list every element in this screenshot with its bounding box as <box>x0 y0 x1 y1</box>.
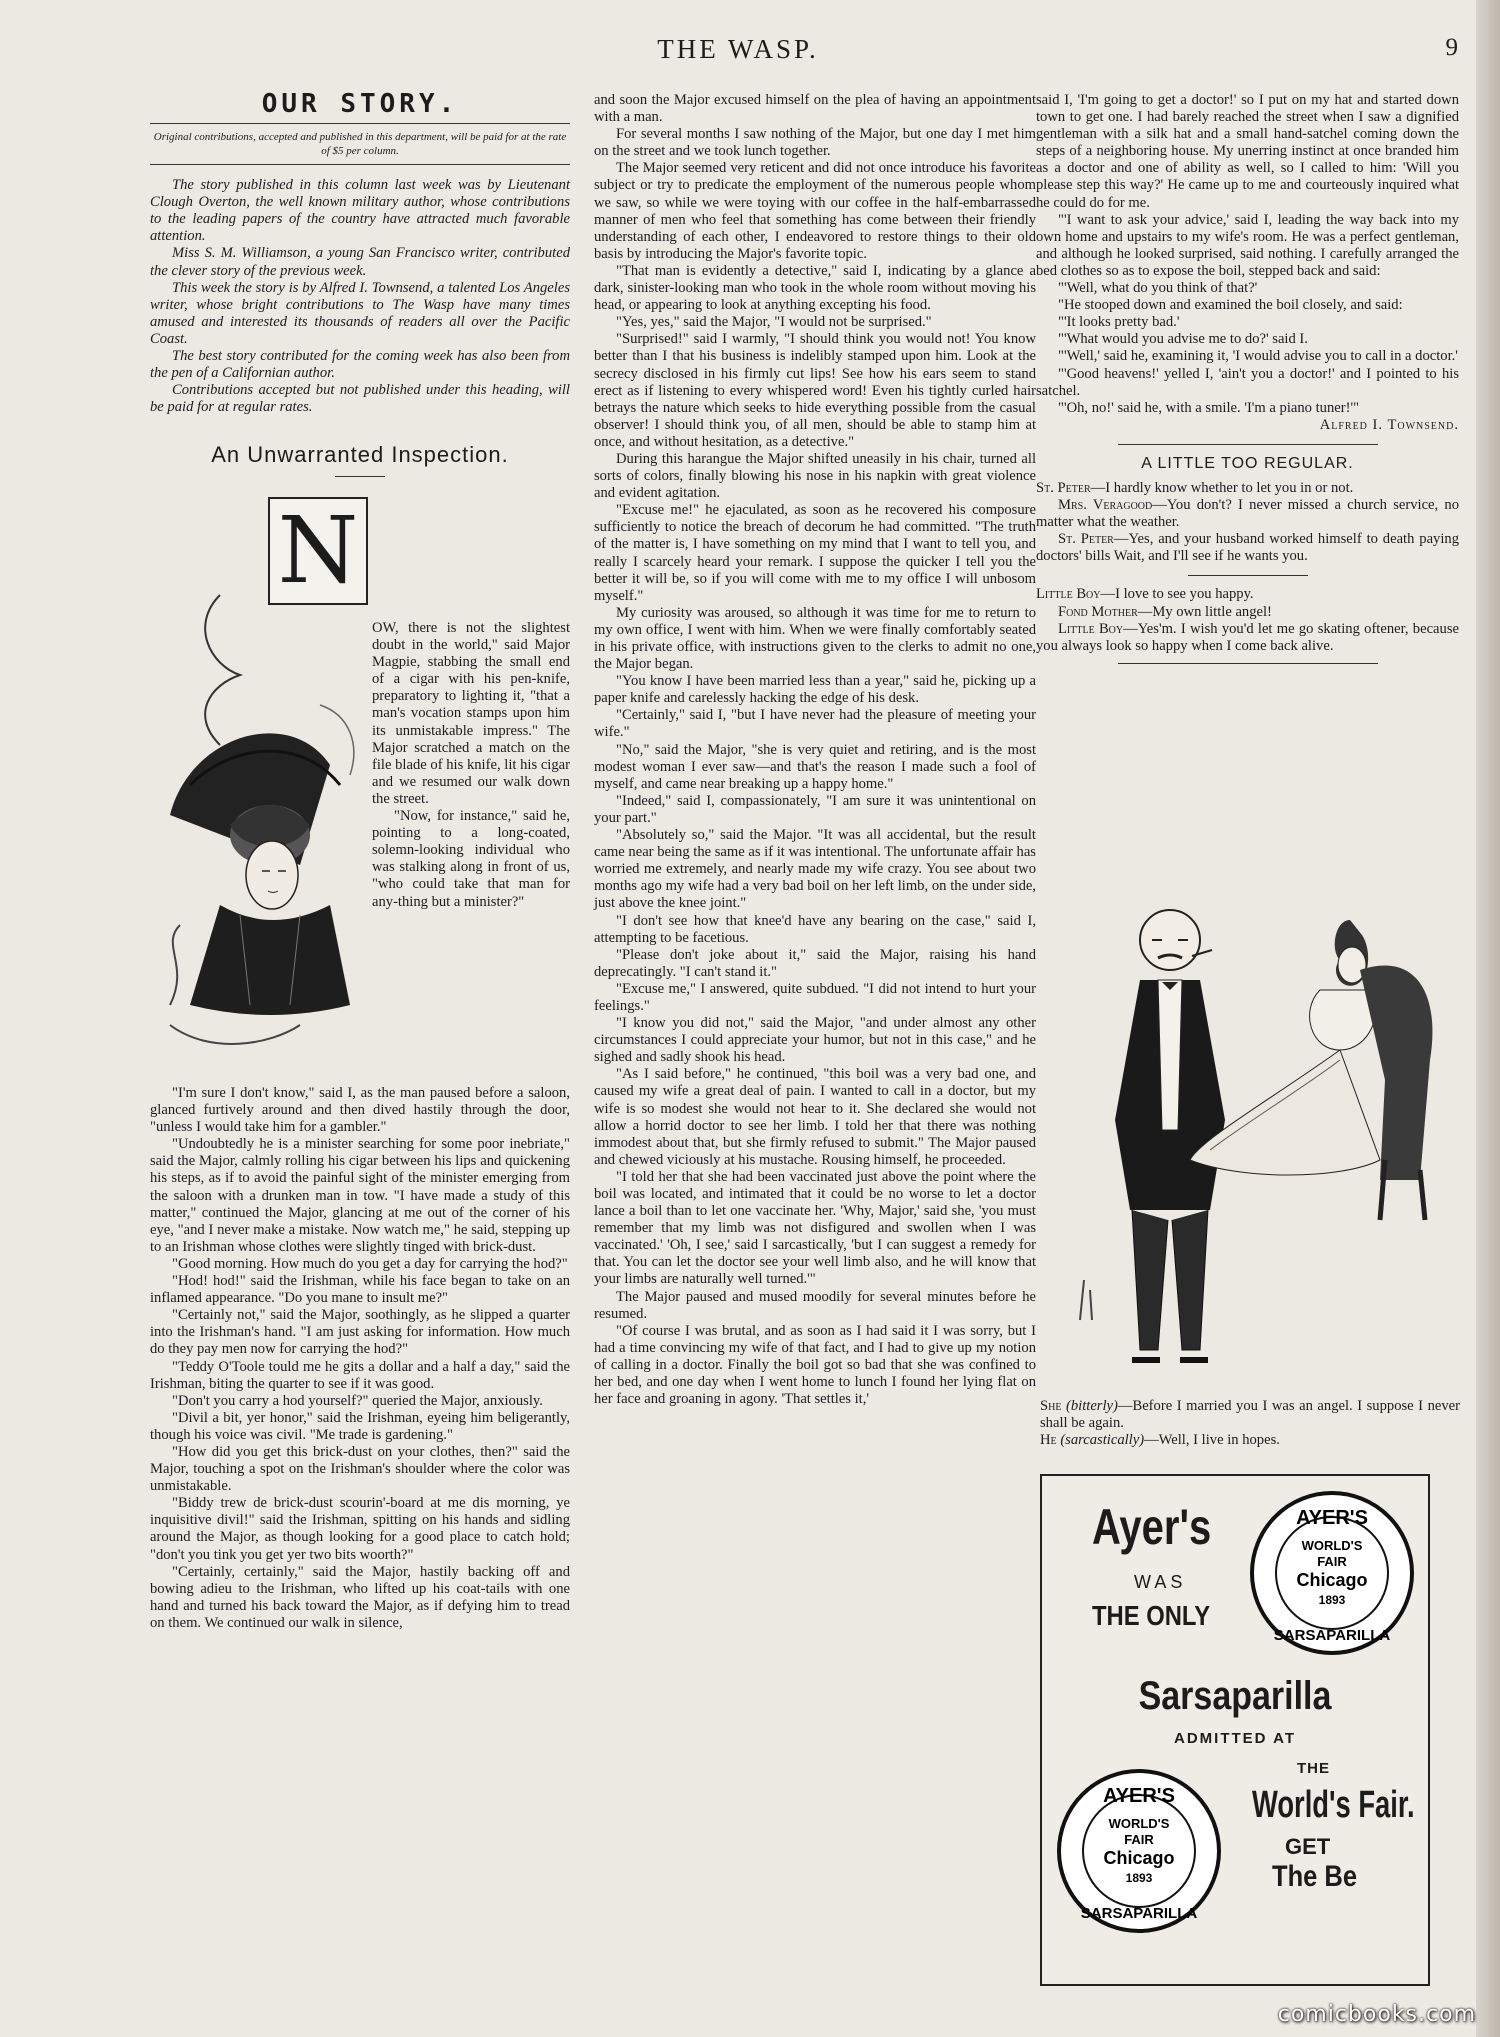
page-number: 9 <box>1445 34 1458 61</box>
story-paragraph: "How did you get this brick-dust on your clothes, then?" said the Major, touching a spot on the Irishman's shoulder where the color was unmistakable. <box>150 1443 570 1495</box>
story-paragraph: "'I want to ask your advice,' said I, leading the way back into my own home and upstairs to my wife's room. He was a perfect gentleman, and although he looked surprised, said nothing. I carefully arranged the bed clothes so as to expose the boil, stepped back and said: <box>1036 211 1459 279</box>
column-3 <box>1036 92 1459 672</box>
story-author: Alfred I. Townsend. <box>1319 416 1459 433</box>
intro-paragraph: Contributions accepted but not published under this heading, will be paid for at regular rates. <box>150 382 570 416</box>
our-story-heading: OUR STORY. <box>261 89 459 119</box>
story-paragraph: "Hod! hod!" said the Irishman, while his face began to take on an inflamed appearance. "Do you mane to insult me?" <box>150 1273 570 1307</box>
page-spine <box>1476 0 1500 2037</box>
story-paragraph: "Absolutely so," said the Major. "It was all accidental, but the result came near being the same as if it was intentional. The unfortunate affair has worried me extremely, and nearly made my wife crazy. You see about two months ago my wife had a very bad boil on her left limb, on the under side, just above the knee joint." <box>594 827 1036 912</box>
drop-cap: N <box>268 497 368 605</box>
woman-with-umbrella-illustration <box>150 585 370 1055</box>
story-paragraph: "He stooped down and examined the boil closely, and said: <box>1058 297 1403 314</box>
story-paragraph: "'It looks pretty bad.' <box>1058 314 1180 331</box>
story-paragraph: "Surprised!" said I warmly, "I should think you would not! You know better than I that his business is indelibly stamped upon him. Look at the secrecy disclosed in his firmly cut lips! See how his ears seem to stand erect as if listening to every whispered word! Even his tightly curled hair betrays the nature which seeks to hide everything possible from the casual observer! I should think you, of all men, should be able to stamp him at once, and without hesitation, as a detective." <box>594 331 1036 450</box>
seal-text: AYER'S <box>1103 1785 1175 1807</box>
publication-title: THE WASP. <box>657 34 819 64</box>
story-paragraph: "I'm sure I don't know," said I, as the man paused before a saloon, glanced furtively around and then dived hastily through the door, "unless I would take him for a gambler." <box>150 1085 570 1136</box>
ad-the-only: THE ONLY <box>1092 1600 1211 1631</box>
story-paragraph: "Certainly not," said the Major, soothingly, as he slipped a quarter into the Irishman's hand. "I am just asking for information. How much do they pay men now for carrying the hod?" <box>150 1307 570 1358</box>
speaker: Fond Mother <box>1058 603 1138 620</box>
seal-text: 1893 <box>1318 1593 1346 1607</box>
story-paragraph: "I know you did not," said the Major, "and under almost any other circumstances I could appreciate your humor, but not in this case," and he sighed and sadly shook his head. <box>594 1015 1036 1066</box>
speaker: St. Peter <box>1058 531 1114 548</box>
ad-worlds-fair: World's Fair. <box>1252 1784 1415 1826</box>
intro-paragraph: The story published in this column last week was by Lieutenant Clough Overton, the well known military author, whose contributions to the leading papers of the country have attracted much favorable attention. <box>150 177 570 245</box>
ad-get: GET <box>1285 1834 1331 1859</box>
seal-text: 1893 <box>1125 1871 1153 1885</box>
story-paragraph: "'Good heavens!' yelled I, 'ain't you a doctor!' and I pointed to his satchel. <box>1036 365 1459 399</box>
caption-text: —Before I married you I was an angel. I suppose I never shall be again. <box>1040 1398 1460 1432</box>
caption-manner: (sarcastically) <box>1060 1432 1145 1449</box>
dialogue: —I hardly know whether to let you in or not. <box>1090 479 1354 496</box>
story-paragraph: "Now, for instance," said he, pointing to a long-coated, solemn-looking individual who was stalking along in front of us, "who could take that man for any-thing but a minister?" <box>372 808 570 910</box>
story-paragraph: "Teddy O'Toole tould me he gits a dollar and a half a day," said the Irishman, biting the quarter to see if it was good. <box>150 1358 570 1392</box>
story-paragraph: OW, there is not the slightest doubt in the world," said Major Magpie, stabbing the small end of a cigar with his pen-knife, preparatory to lighting it, "that a man's vocation stamps upon him its unmistakable impress." The Major scratched a match on the file blade of his knife, lit his cigar and we resumed our walk down the street. <box>372 620 570 807</box>
story-paragraph: "Certainly," said I, "but I have never had the pleasure of meeting your wife." <box>594 707 1036 741</box>
caption-speaker: He <box>1040 1432 1057 1449</box>
ad-brand: Ayer's <box>1092 1499 1212 1555</box>
story-paragraph: The Major paused and mused moodily for several minutes before he resumed. <box>594 1288 1036 1322</box>
dialogue: —You don't? I never missed a church service, no matter what the weather. <box>1036 497 1460 531</box>
payment-note: Original contributions, accepted and published in this department, will be paid for at the rate of $5 per column. <box>153 131 567 158</box>
story-paragraph: "No," said the Major, "she is very quiet and retiring, and is the most modest woman I ever saw—and that's the reason I made such a fool of myself, and came near breaking up a happy home." <box>594 741 1036 792</box>
story-paragraph: "Please don't joke about it," said the Major, raising his hand deprecatingly. "I can't stand it." <box>594 946 1036 980</box>
story-paragraph: "'What would you advise me to do?' said I. <box>1058 331 1308 348</box>
intro-paragraph: This week the story is by Alfred I. Townsend, a talented Los Angeles writer, whose bright contributions to The Wasp have many times amused and interested its thousands of readers all over the Pacific Coast. <box>150 279 570 347</box>
story-paragraph: My curiosity was aroused, so although it was time for me to return to my own office, I went with him. When we were finally comfortably seated in his private office, with instructions given to the clerks to admit no one, the Major began. <box>594 604 1036 673</box>
site-watermark: comicbooks.com <box>1277 2002 1476 2027</box>
speaker: St. Peter <box>1036 479 1091 496</box>
story-paragraph: "'Well,' said he, examining it, 'I would advise you to call in a doctor.' <box>1058 348 1458 365</box>
seal-text: AYER'S <box>1296 1507 1368 1529</box>
rule <box>150 123 570 124</box>
story-paragraph: "Undoubtedly he is a minister searching for some poor inebriate," said the Major, calmly rolling his cigar between his lips and quickening his steps, as if to avoid the painful sight of the minister emerging from the saloon with a drunken man in tow. "I have made a study of this matter," continued the Major, glancing at me out of the corner of his eye, "and I never make a mistake. Now watch me," he said, stepping up to an Irishman whose clothes were slightly tinged with brick-dust. <box>150 1136 570 1255</box>
seal-text: SARSAPARILLA <box>1273 1627 1391 1644</box>
ad-product: Sarsaparilla <box>1138 1674 1332 1718</box>
worlds-fair-seal-icon <box>1054 1766 1224 1936</box>
story-paragraph: "Excuse me!" he ejaculated, as soon as he recovered his composure sufficiently to notice the breach of decorum he had committed. "The truth of the matter is, I have something on my mind that I want to tell you, and really I scarcely heard your remark. I suppose the quicker I tell you the better it will be, so if you will come with me to my office I will unbosom myself." <box>594 502 1036 604</box>
rule <box>1188 575 1308 576</box>
story-intro <box>150 177 570 416</box>
seal-text: SARSAPARILLA <box>1080 1905 1198 1922</box>
seal-text: FAIR <box>1124 1832 1154 1847</box>
dialogue: —I love to see you happy. <box>1100 586 1254 603</box>
story-paragraph: During this harangue the Major shifted uneasily in his chair, turned all sorts of colors, finally blowing his nose in his napkin with great violence and evident agitation. <box>594 450 1036 502</box>
story-paragraph: "I told her that she had been vaccinated just above the point where the boil was located, and intimated that it could be no worse to let a doctor lance a boil than to let one vaccinate her. 'Why, Major,' said she, 'you must remember that my limb was not disfigured and swollen when I was vaccinated.' 'Oh, I see,' said I sarcastically, 'but I can suggest a remedy for that. You can let the doctor see your well limb also, and he will know that your limbs are naturally well turned.'" <box>594 1168 1036 1288</box>
caption-text: —Well, I live in hopes. <box>1144 1432 1280 1449</box>
story-paragraph: "Excuse me," I answered, quite subdued. "I did not intend to hurt your feelings." <box>594 980 1036 1014</box>
seal-text: WORLD'S <box>1301 1538 1363 1553</box>
opening-flow <box>372 620 570 911</box>
intro-paragraph: The best story contributed for the coming week has also been from the pen of a Californian author. <box>150 348 570 382</box>
story-paragraph: said I, 'I'm going to get a doctor!' so I put on my hat and started down town to get one. I had barely reached the street when I saw a dignified gentleman with a silk hat and a small hand-satchel coming down the steps of a neighboring house. My unerring instinct at once branded him as a doctor and one of ability as well, so I called to him: 'Will you please step this way?' He came up to me and courteously inquired what he could do for me. <box>1036 92 1459 211</box>
story-paragraph: "You know I have been married less than a year," said he, picking up a paper knife and carelessly hacking the edge of his desk. <box>594 673 1036 707</box>
story-paragraph: "Don't you carry a hod yourself?" queried the Major, anxiously. <box>172 1392 543 1409</box>
story-paragraph: "I don't see how that knee'd have any bearing on the case," said I, attempting to be facetious. <box>594 912 1036 946</box>
story-paragraph: "Divil a bit, yer honor," said the Irishman, eyeing him beligerantly, though his voice was civil. "Me trade is gardening." <box>150 1409 570 1443</box>
story-paragraph: For several months I saw nothing of the Major, but one day I met him on the street and we took lunch together. <box>594 126 1036 160</box>
seal-text: Chicago <box>1103 1848 1175 1868</box>
story-paragraph: "Good morning. How much do you get a day for carrying the hod?" <box>172 1255 568 1272</box>
rule <box>1118 663 1378 664</box>
seal-text: WORLD'S <box>1108 1816 1170 1831</box>
story-paragraph: and soon the Major excused himself on the plea of having an appointment with a man. <box>594 92 1036 126</box>
worlds-fair-seal-icon <box>1247 1488 1417 1658</box>
intro-paragraph: Miss S. M. Williamson, a young San Francisco writer, contributed the clever story of the previous week. <box>150 245 570 279</box>
speaker: Mrs. Veragood <box>1058 497 1153 514</box>
column-2 <box>594 92 1036 1408</box>
caption-manner: (bitterly) <box>1066 1398 1118 1414</box>
rule <box>1118 444 1378 445</box>
seal-text: Chicago <box>1296 1570 1368 1590</box>
story-paragraph: "'Oh, no!' said he, with a smile. 'I'm a piano tuner!'" <box>1058 399 1360 416</box>
cartoon-caption <box>1040 1398 1460 1449</box>
dialogue: —Yes'm. I wish you'd let me go skating oftener, because you always look so happy when I come back alive. <box>1036 620 1459 654</box>
ad-admitted: ADMITTED AT <box>1174 1730 1296 1747</box>
story-paragraph: "Indeed," said I, compassionately, "I am sure it was unintentional on your part." <box>594 792 1036 826</box>
ad-the-be: The Be <box>1272 1860 1358 1893</box>
dialogue: —Yes, and your husband worked himself to death paying doctors' bills Wait, and I'll see if he wants you. <box>1036 531 1459 565</box>
ad-was: WAS <box>1134 1572 1187 1592</box>
ayers-sarsaparilla-ad <box>1040 1474 1430 1986</box>
seal-text: FAIR <box>1317 1554 1347 1569</box>
dialogue: —My own little angel! <box>1137 603 1272 620</box>
little-too-regular-heading: A LITTLE TOO REGULAR. <box>1141 454 1354 472</box>
couple-cartoon-illustration <box>1040 880 1463 1380</box>
story-paragraph: "Biddy trew de brick-dust scourin'-board at me dis morning, ye inquisitive divil!" said the Irishman, spitting on his hands and sidling around the Major, as though looking for a good place to catch hold; "don't you tink you get yer two bits woorth?" <box>150 1495 570 1563</box>
story-paragraph: "Certainly, certainly," said the Major, hastily backing off and bowing adieu to the Irishman, who lifted up his coat-tails with one hand and turned his back toward the Major, as if defying him to tread on them. We continued our walk in silence, <box>150 1563 570 1631</box>
story-paragraph: "Of course I was brutal, and as soon as I had said it I was sorry, but I had a time convincing my wife of that fact, and I had to give up my notion of calling in a doctor. Finally the boil got so bad that she was confined to her bed, and one day when I went home to lunch I found her lying flat on her face and groaning in agony. 'That settles it,' <box>594 1322 1036 1408</box>
rule <box>335 476 385 477</box>
story-title: An Unwarranted Inspection. <box>211 442 509 468</box>
caption-speaker: She <box>1040 1398 1062 1414</box>
rule <box>150 164 570 165</box>
column-1-continued <box>150 1085 570 1632</box>
story-paragraph: "'Well, what do you think of that?' <box>1058 280 1258 297</box>
ad-the: THE <box>1297 1760 1330 1777</box>
speaker: Little Boy <box>1058 620 1124 637</box>
story-paragraph: The Major seemed very reticent and did not once introduce his favorite subject or try to predicate the employment of the numerous people whom we saw, so while we were toying with our coffee in the half-embarrassed manner of men who feel that something has come between their friendly understanding of each other, I endeavored to restore things to their old basis by introducing the Major's favorite topic. <box>594 160 1036 262</box>
story-paragraph: "Yes, yes," said the Major, "I would not be surprised." <box>616 314 932 331</box>
story-paragraph: "That man is evidently a detective," said I, indicating by a glance a dark, sinister-looking man who took in the whole room without moving his head, or appearing to look at anything excepting his food. <box>594 262 1036 314</box>
speaker: Little Boy <box>1036 586 1101 603</box>
story-paragraph: "As I said before," he continued, "this boil was a very bad one, and caused my wife a great deal of pain. I wanted to call in a doctor, but my wife is so modest she would not hear to it. She declared she would not allow a horrid doctor to see her limb. I told her that there was nothing immodest about that, but she firmly refused to submit." The Major paused and chewed viciously at his mustache. Rousing himself, he proceeded. <box>594 1066 1036 1168</box>
page-header <box>0 30 1476 70</box>
